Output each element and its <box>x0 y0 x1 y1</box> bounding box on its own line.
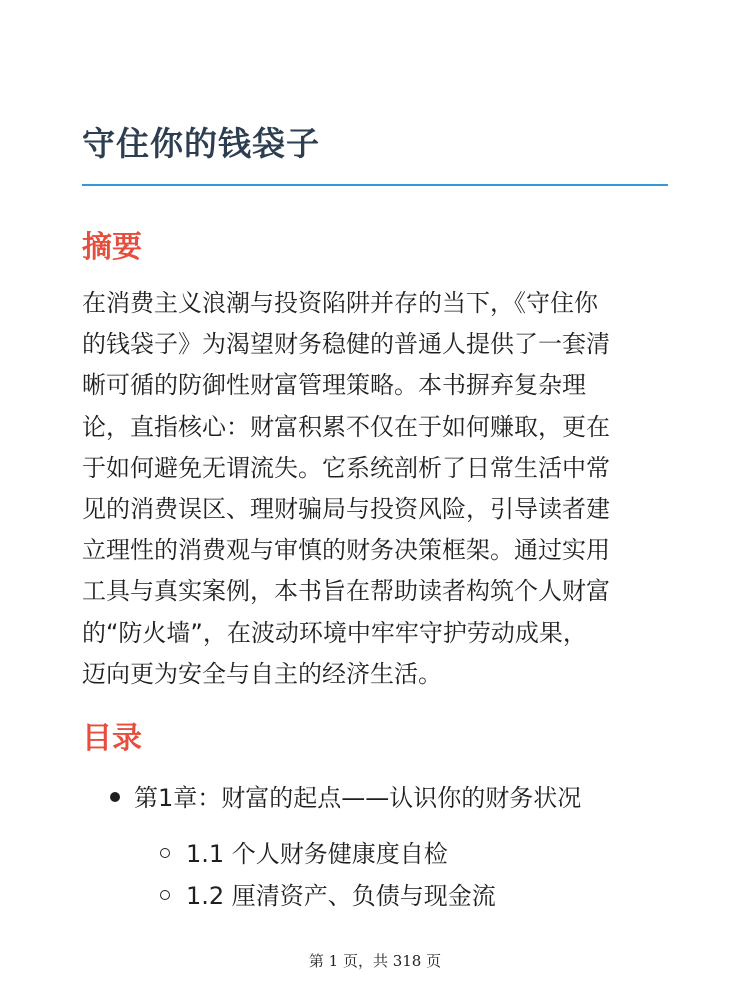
book-title: 守住你的钱袋子 <box>82 124 320 163</box>
abstract-line: 晰可循的防御性财富管理策略。本书摒弃复杂理 <box>82 371 586 400</box>
abstract-paragraph <box>82 283 674 695</box>
bullet-circle-icon <box>160 890 170 900</box>
abstract-line: 的“防火墙”，在波动环境中牢牢守护劳动成果， <box>82 618 587 647</box>
toc-chapter-label: 第1章：财富的起点——认识你的财务状况 <box>134 784 582 812</box>
abstract-line: 论，直指核心：财富积累不仅在于如何赚取，更在 <box>82 412 610 441</box>
abstract-line: 立理性的消费观与审慎的财务决策框架。通过实用 <box>82 536 610 565</box>
abstract-line: 见的消费误区、理财骗局与投资风险，引导读者建 <box>82 495 610 524</box>
abstract-line: 于如何避免无谓流失。它系统剖析了日常生活中常 <box>82 453 610 482</box>
bullet-disc-icon <box>110 792 120 802</box>
toc-section-label: 1.2 厘清资产、负债与现金流 <box>186 882 496 910</box>
abstract-line: 迈向更为安全与自主的经济生活。 <box>82 659 442 688</box>
abstract-line: 的钱袋子》为渴望财务稳健的普通人提供了一套清 <box>82 330 610 359</box>
title-divider <box>82 184 668 186</box>
bullet-circle-icon <box>160 848 170 858</box>
toc-chapter-item[interactable] <box>110 780 581 816</box>
abstract-line: 工具与真实案例，本书旨在帮助读者构筑个人财富 <box>82 577 610 606</box>
toc-section-item[interactable] <box>160 878 496 914</box>
abstract-line: 在消费主义浪潮与投资陷阱并存的当下，《守住你 <box>82 289 598 317</box>
toc-section-item[interactable] <box>160 836 448 872</box>
toc-heading: 目录 <box>82 721 142 756</box>
toc-section-label: 1.1 个人财务健康度自检 <box>186 840 448 868</box>
page-number-footer: 第 1 页，共 318 页 <box>308 952 442 970</box>
abstract-heading: 摘要 <box>82 230 142 265</box>
